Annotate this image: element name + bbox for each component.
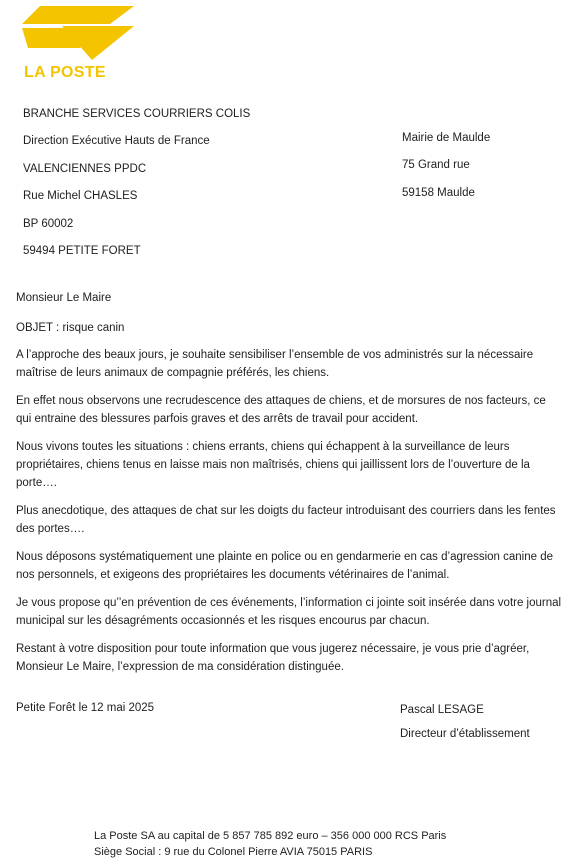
recipient-address <box>402 125 490 207</box>
sender-line: Rue Michel CHASLES <box>23 190 138 203</box>
salutation: Monsieur Le Maire <box>16 292 112 304</box>
sender-line: VALENCIENNES PPDC <box>23 162 147 175</box>
paragraph: Plus anecdotique, des attaques de chat sur les doigts du facteur introduisant des courriers dans les fentes des portes…. <box>16 505 556 535</box>
paragraph: En effet nous observons une recrudescence des attaques de chiens, et de morsures de nos facteurs, ce qui entraine des blessures parfois graves et des arrêts de travail pour accident. <box>16 395 546 425</box>
sender-line: 59494 PETITE FORET <box>23 245 141 258</box>
bird-emblem-icon <box>22 4 137 64</box>
signer-title: Directeur d’établissement <box>400 728 530 740</box>
sender-line: BP 60002 <box>23 217 74 230</box>
sender-line: BRANCHE SERVICES COURRIERS COLIS <box>23 108 251 120</box>
signer-name: Pascal LESAGE <box>400 704 484 716</box>
recipient-line: 59158 Maulde <box>402 186 475 199</box>
logo-wordmark: LA POSTE <box>24 64 106 81</box>
paragraph: Je vous propose qu’’en prévention de ces événements, l’information ci jointe soit insérée dans votre journal municipal sur les désagréments occasionnés et les risques encourus par chacun. <box>16 597 562 627</box>
sender-address <box>23 101 250 265</box>
recipient-line: Mairie de Maulde <box>402 132 491 144</box>
subject-line: OBJET : risque canin <box>16 322 125 334</box>
recipient-line: 75 Grand rue <box>402 159 470 172</box>
sender-line: Direction Exécutive Hauts de France <box>23 135 210 148</box>
legal-footer <box>94 828 446 860</box>
paragraph: Restant à votre disposition pour toute information que vous jugerez nécessaire, je vous prie d’agréer, Monsieur Le Maire, l’expression de ma considération distinguée. <box>16 643 530 673</box>
la-poste-logo <box>22 4 142 84</box>
place-date: Petite Forêt le 12 mai 2025 <box>16 702 155 714</box>
letter-body <box>16 289 562 686</box>
signature-block <box>400 698 530 746</box>
paragraph: Nous vivons toutes les situations : chiens errants, chiens qui échappent à la surveillance de leurs propriétaires, chiens tenus en laisse mais non maîtrisés, chiens qui jaillissent lors de l’ouverture de la porte…. <box>16 441 530 489</box>
paragraph: A l’approche des beaux jours, je souhaite sensibiliser l’ensemble de vos administrés sur la nécessaire maîtrise de leurs animaux de compagnie préférés, les chiens. <box>16 349 534 379</box>
footer-line: La Poste SA au capital de 5 857 785 892 euro – 356 000 000 RCS Paris <box>94 830 447 842</box>
paragraph: Nous déposons systématiquement une plainte en police ou en gendarmerie en cas d’agression canine de nos personnels, et exigeons des propriétaires les documents vétérinaires de l’animal. <box>16 551 554 581</box>
footer-line: Siège Social : 9 rue du Colonel Pierre AVIA 75015 PARIS <box>94 846 373 858</box>
